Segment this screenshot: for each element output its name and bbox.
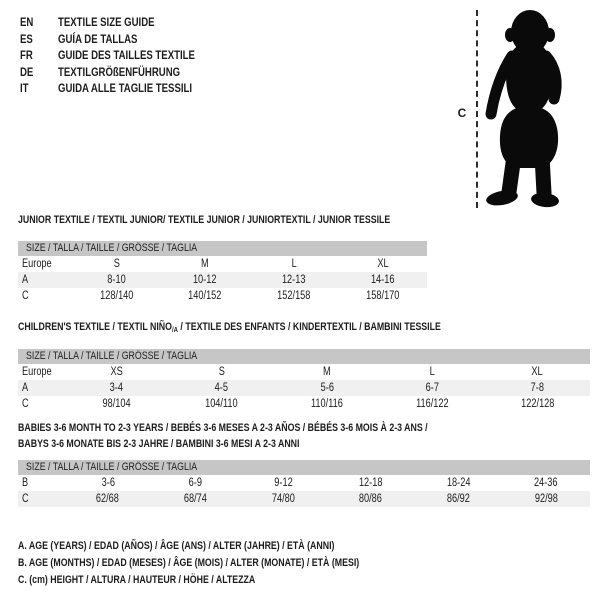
size-cell: 4-5 bbox=[215, 382, 229, 394]
table-row-age bbox=[18, 272, 427, 288]
size-cell: 18-24 bbox=[446, 477, 471, 489]
language-row-fr bbox=[20, 47, 229, 64]
size-cell: 62/68 bbox=[96, 493, 120, 505]
size-header-bar: SIZE / TALLA / TAILLE / GRÖSSE / TAGLIA bbox=[18, 241, 427, 256]
language-code: DE bbox=[20, 64, 34, 79]
table-row-europe bbox=[18, 364, 590, 380]
size-cell: 116/122 bbox=[415, 398, 449, 410]
size-header-bar: SIZE / TALLA / TAILLE / GRÖSSE / TAGLIA bbox=[18, 349, 590, 364]
language-label: GUIDE DES TAILLES TEXTILE bbox=[58, 48, 195, 62]
junior-size-table bbox=[18, 241, 427, 304]
size-cell: M bbox=[201, 258, 209, 270]
size-cell: 86/92 bbox=[447, 493, 471, 505]
language-row-en bbox=[20, 14, 229, 31]
children-table-title: CHILDREN'S TEXTILE / TEXTIL $NIÑO_{/A}$ / TEXTILE DES ENFANTS / KINDERTEXTIL / BAMBINI TESSILE bbox=[18, 321, 441, 334]
height-measure-line bbox=[476, 10, 478, 208]
size-cell: 10-12 bbox=[193, 274, 217, 286]
table-row-height bbox=[18, 491, 590, 507]
size-cell: 152/158 bbox=[277, 290, 311, 302]
size-cell: 7-8 bbox=[530, 382, 545, 394]
size-cell: 24-36 bbox=[534, 477, 558, 489]
size-cell: 104/110 bbox=[205, 398, 239, 410]
footnote-b: B. AGE (MONTHS) / EDAD (MESES) / ÂGE (MOIS) / ALTER (MONATE) / ETÀ (MESI) bbox=[18, 557, 360, 569]
size-cell: 6-7 bbox=[425, 382, 439, 394]
language-row-it bbox=[20, 80, 229, 97]
size-cell: S bbox=[113, 258, 120, 270]
row-label: C bbox=[22, 290, 29, 302]
language-label: TEXTILE SIZE GUIDE bbox=[58, 15, 155, 29]
size-cell: 3-6 bbox=[101, 477, 115, 489]
size-cell: 8-10 bbox=[107, 274, 126, 286]
size-cell: 98/104 bbox=[102, 398, 131, 410]
height-marker-label: C bbox=[457, 106, 467, 120]
footnote-a: A. AGE (YEARS) / EDAD (AÑOS) / ÂGE (ANS) / ALTER (JAHRE) / ETÀ (ANNI) bbox=[18, 540, 335, 552]
table-row-months bbox=[18, 475, 590, 491]
row-label: A bbox=[22, 382, 29, 394]
size-cell: 74/80 bbox=[271, 493, 295, 505]
size-cell: 5-6 bbox=[320, 382, 334, 394]
row-label: Europe bbox=[22, 258, 52, 270]
size-cell: 158/170 bbox=[365, 290, 400, 302]
table-row-europe bbox=[18, 256, 427, 272]
language-row-es bbox=[20, 31, 229, 48]
size-cell: 12-13 bbox=[282, 274, 306, 286]
language-label: TEXTILGRÖßENFÜHRUNG bbox=[58, 64, 181, 79]
toddler-silhouette-icon bbox=[484, 8, 574, 208]
babies-size-table bbox=[18, 460, 590, 507]
size-cell: M bbox=[323, 366, 331, 378]
footnote-c: C. (cm) HEIGHT / ALTURA / HAUTEUR / HÖHE / ALTEZZA bbox=[18, 574, 256, 586]
size-cell: 128/140 bbox=[99, 290, 133, 302]
babies-table-title: BABIES 3-6 MONTH TO 2-3 YEARS / BEBÉS 3-6 MESES A 2-3 AÑOS / BÉBÉS 3-6 MOIS À 2-3 ANS / BABYS 3-6 MONATE BIS 2-3 JAHRE / BAMBINI 3-6 MESI A 2-3 ANNI bbox=[18, 422, 428, 450]
size-cell: 80/86 bbox=[359, 493, 383, 505]
title-subscript: /A bbox=[171, 325, 178, 334]
size-cell: 68/74 bbox=[183, 493, 208, 505]
size-cell: L bbox=[429, 366, 435, 378]
footnotes bbox=[18, 538, 445, 589]
children-size-table bbox=[18, 349, 590, 412]
table-row-height bbox=[18, 288, 427, 304]
row-label: Europe bbox=[22, 366, 52, 378]
row-label: A bbox=[22, 274, 29, 286]
language-code: IT bbox=[20, 81, 29, 95]
size-cell: 92/98 bbox=[534, 493, 558, 505]
language-code: FR bbox=[20, 48, 33, 62]
language-header bbox=[20, 14, 229, 97]
language-label: GUIDA ALLE TAGLIE TESSILI bbox=[58, 81, 193, 95]
size-cell: 14-16 bbox=[370, 274, 395, 286]
size-cell: XS bbox=[110, 366, 123, 378]
size-cell: S bbox=[218, 366, 225, 378]
language-code: EN bbox=[20, 15, 34, 29]
size-cell: XL bbox=[376, 258, 389, 270]
size-cell: 9-12 bbox=[273, 477, 293, 489]
table-row-height bbox=[18, 396, 590, 412]
row-label: B bbox=[22, 477, 29, 489]
size-cell: 122/128 bbox=[520, 398, 555, 410]
size-cell: 110/116 bbox=[311, 398, 343, 410]
size-cell: 3-4 bbox=[109, 382, 124, 394]
junior-table-title: JUNIOR TEXTILE / TEXTIL JUNIOR/ TEXTILE JUNIOR / JUNIORTEXTIL / JUNIOR TESSILE bbox=[18, 214, 391, 226]
size-cell: 140/152 bbox=[188, 290, 222, 302]
size-figure bbox=[450, 6, 595, 211]
language-label: GUÍA DE TALLAS bbox=[58, 31, 138, 46]
language-row-de bbox=[20, 64, 229, 81]
row-label: C bbox=[22, 493, 29, 505]
row-label: C bbox=[22, 398, 29, 410]
size-cell: XL bbox=[531, 366, 544, 378]
language-code: ES bbox=[20, 31, 33, 46]
size-cell: L bbox=[291, 258, 297, 270]
size-cell: 12-18 bbox=[359, 477, 383, 489]
table-row-age bbox=[18, 380, 590, 396]
size-cell: 6-9 bbox=[188, 477, 203, 489]
size-header-bar: SIZE / TALLA / TAILLE / GRÖSSE / TAGLIA bbox=[18, 460, 590, 475]
